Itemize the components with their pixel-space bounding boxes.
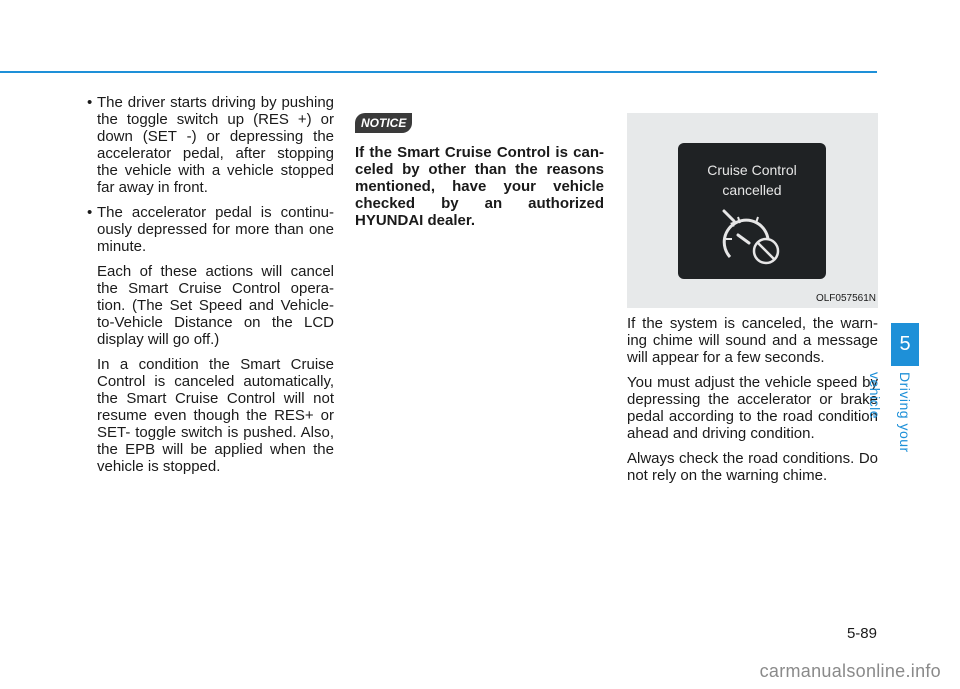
notice-box <box>355 113 604 237</box>
body-paragraph: Each of these actions will cancel the Smart Cruise Control opera- tion. (The Set Speed and Vehicle- to-Vehicle Distance on the LCD display will go off.) <box>97 263 334 348</box>
page-number: 5-89 <box>846 625 877 642</box>
notice-text: If the Smart Cruise Control is can- celed by other than the reasons mentioned, have your vehicle checked by an authorized HYUNDAI dealer. <box>355 144 604 229</box>
bullet-text: The accelerator pedal is continu- ously depressed for more than one minute. <box>97 204 334 255</box>
column-1 <box>87 94 334 483</box>
watermark: carmanualsonline.info <box>759 661 941 681</box>
bullet-item <box>87 204 334 255</box>
display-line-2: cancelled <box>722 182 782 198</box>
cluster-display <box>678 143 826 279</box>
cruise-control-cancelled-icon <box>718 209 788 269</box>
chapter-title: Driving your vehicle <box>867 372 913 453</box>
body-paragraph: You must adjust the vehicle speed by depressing the accelerator or brake pedal according to the road condition ahead and driving condition. <box>627 374 878 442</box>
display-line-1: Cruise Control <box>707 162 797 178</box>
bullet-icon: • <box>87 204 93 221</box>
bullet-item <box>87 94 334 196</box>
body-paragraph: If the system is canceled, the warn- ing chime will sound and a message will appear for a few seconds. <box>627 315 878 366</box>
header-rule <box>0 71 877 73</box>
notice-badge: NOTICE <box>355 113 412 133</box>
bullet-text: The driver starts driving by pushing the toggle switch up (RES +) or down (SET -) or depressing the accelerator pedal, after stopping the vehicle with a vehicle stopped far away in front. <box>97 94 334 196</box>
figure <box>627 113 878 308</box>
figure-code: OLF057561N <box>815 293 876 304</box>
body-paragraph: Always check the road conditions. Do not rely on the warning chime. <box>627 450 878 484</box>
bullet-icon: • <box>87 94 93 111</box>
display-message <box>678 160 826 200</box>
body-paragraph: In a condition the Smart Cruise Control is canceled automatically, the Smart Cruise Control will not resume even though the RES+ or SET- toggle switch is pushed. Also, the EPB will be applied when the vehicle is stopped. <box>97 356 334 475</box>
chapter-number-tab: 5 <box>891 323 919 366</box>
column-3 <box>627 113 878 492</box>
